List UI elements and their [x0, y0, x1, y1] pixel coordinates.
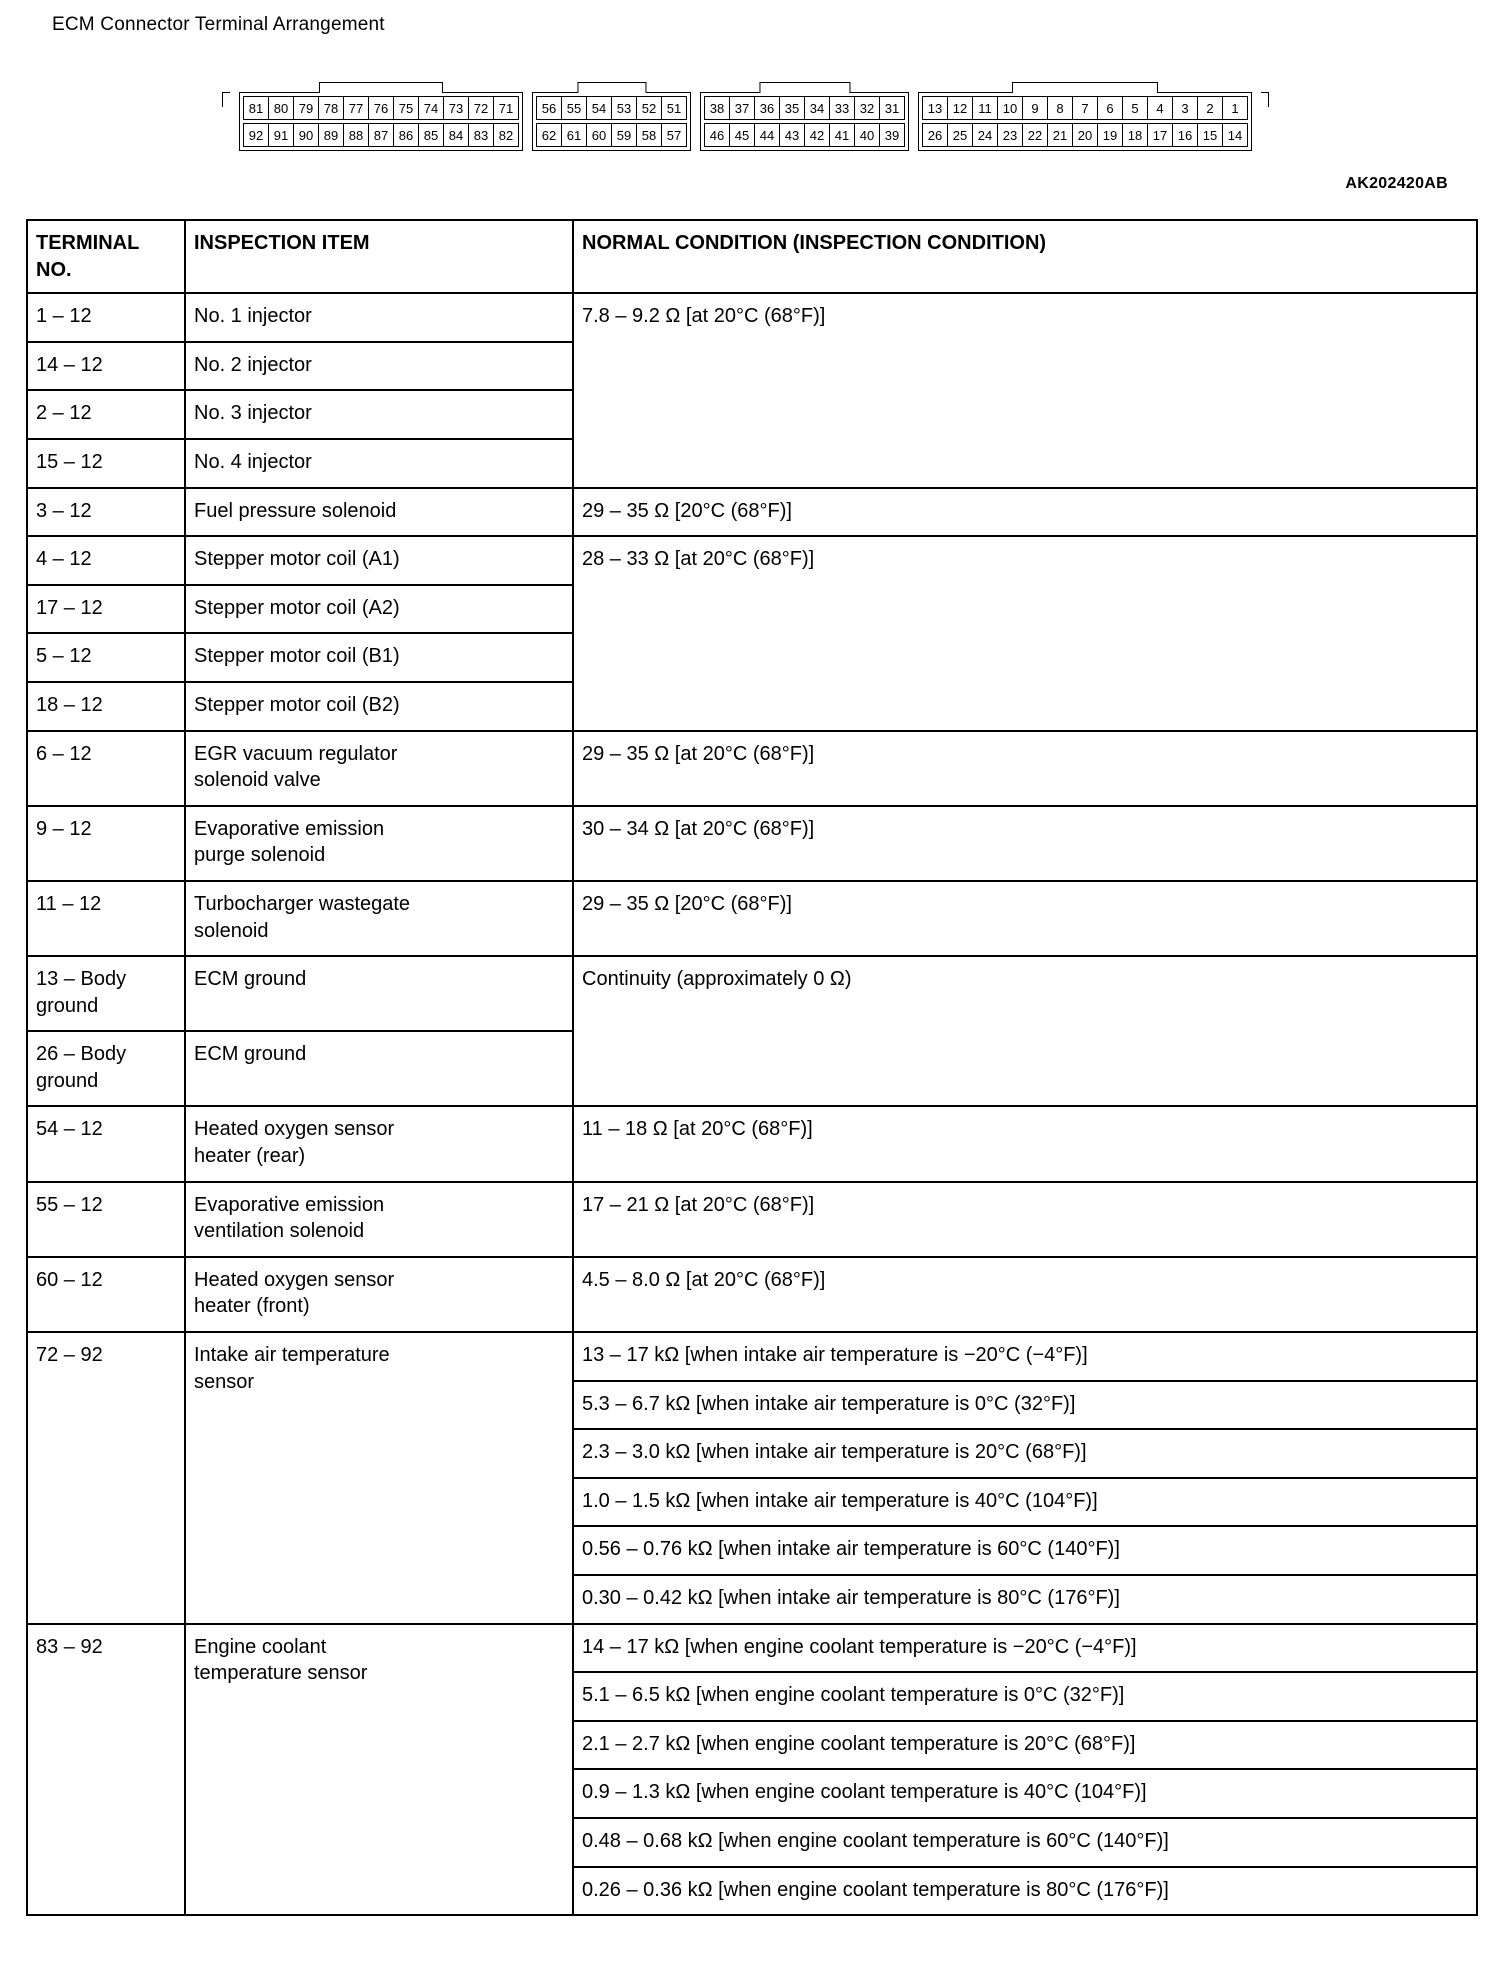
pin-33: 33 — [829, 96, 855, 120]
pin-44: 44 — [754, 123, 780, 147]
pin-22: 22 — [1022, 123, 1048, 147]
terminal-cell: 83 – 92 — [27, 1624, 185, 1916]
pin-9: 9 — [1022, 96, 1048, 120]
terminal-cell: 9 – 12 — [27, 806, 185, 881]
inspection-item-cell: No. 2 injector — [185, 342, 573, 391]
terminal-cell: 14 – 12 — [27, 342, 185, 391]
pin-21: 21 — [1047, 123, 1073, 147]
pin-51: 51 — [661, 96, 687, 120]
pin-20: 20 — [1072, 123, 1098, 147]
manual-page — [0, 14, 1504, 1916]
connector-block-1 — [239, 92, 523, 151]
pin-row-top — [243, 96, 519, 120]
normal-condition-cell: 29 – 35 Ω [20°C (68°F)] — [573, 881, 1477, 956]
inspection-item-cell: ECM ground — [185, 1031, 573, 1106]
pin-52: 52 — [636, 96, 662, 120]
pin-53: 53 — [611, 96, 637, 120]
pin-24: 24 — [972, 123, 998, 147]
pin-32: 32 — [854, 96, 880, 120]
pin-23: 23 — [997, 123, 1023, 147]
pin-42: 42 — [804, 123, 830, 147]
pin-row-bottom — [243, 123, 519, 147]
pin-59: 59 — [611, 123, 637, 147]
pin-55: 55 — [561, 96, 587, 120]
pin-34: 34 — [804, 96, 830, 120]
table-row — [27, 488, 1477, 537]
pin-6: 6 — [1097, 96, 1123, 120]
connector-endcap-right — [1261, 92, 1269, 107]
pin-row-top — [704, 96, 905, 120]
normal-condition-cell: 2.3 – 3.0 kΩ [when intake air temperature is 20°C (68°F)] — [573, 1429, 1477, 1478]
pin-5: 5 — [1122, 96, 1148, 120]
pin-74: 74 — [418, 96, 444, 120]
inspection-item-cell: No. 1 injector — [185, 293, 573, 342]
pin-90: 90 — [293, 123, 319, 147]
normal-condition-cell: 14 – 17 kΩ [when engine coolant temperature is −20°C (−4°F)] — [573, 1624, 1477, 1673]
terminal-cell: 26 – Body ground — [27, 1031, 185, 1106]
pin-88: 88 — [343, 123, 369, 147]
pin-18: 18 — [1122, 123, 1148, 147]
inspection-item-cell: Intake air temperature sensor — [185, 1332, 573, 1624]
terminal-cell: 15 – 12 — [27, 439, 185, 488]
pin-15: 15 — [1197, 123, 1223, 147]
pin-row-bottom — [704, 123, 905, 147]
inspection-item-cell: Stepper motor coil (A1) — [185, 536, 573, 585]
normal-condition-cell: 5.3 – 6.7 kΩ [when intake air temperature is 0°C (32°F)] — [573, 1381, 1477, 1430]
pin-11: 11 — [972, 96, 998, 120]
table-row — [27, 731, 1477, 806]
pin-19: 19 — [1097, 123, 1123, 147]
normal-condition-cell: 4.5 – 8.0 Ω [at 20°C (68°F)] — [573, 1257, 1477, 1332]
table-row — [27, 806, 1477, 881]
inspection-item-cell: Stepper motor coil (B2) — [185, 682, 573, 731]
pin-39: 39 — [879, 123, 905, 147]
pin-56: 56 — [536, 96, 562, 120]
table-row — [27, 1257, 1477, 1332]
normal-condition-cell: 2.1 – 2.7 kΩ [when engine coolant temperature is 20°C (68°F)] — [573, 1721, 1477, 1770]
pin-86: 86 — [393, 123, 419, 147]
pin-row-top — [536, 96, 687, 120]
terminal-cell: 6 – 12 — [27, 731, 185, 806]
normal-condition-cell: 0.30 – 0.42 kΩ [when intake air temperature is 80°C (176°F)] — [573, 1575, 1477, 1624]
inspection-item-cell: Engine coolant temperature sensor — [185, 1624, 573, 1916]
pin-62: 62 — [536, 123, 562, 147]
terminal-cell: 18 – 12 — [27, 682, 185, 731]
inspection-item-cell: No. 3 injector — [185, 390, 573, 439]
pin-84: 84 — [443, 123, 469, 147]
pin-25: 25 — [947, 123, 973, 147]
pin-57: 57 — [661, 123, 687, 147]
pin-35: 35 — [779, 96, 805, 120]
pin-82: 82 — [493, 123, 519, 147]
pin-row-top — [922, 96, 1248, 120]
column-header: TERMINAL NO. — [27, 220, 185, 293]
pin-80: 80 — [268, 96, 294, 120]
terminal-cell: 60 – 12 — [27, 1257, 185, 1332]
terminal-cell: 55 – 12 — [27, 1182, 185, 1257]
inspection-item-cell: Evaporative emission purge solenoid — [185, 806, 573, 881]
pin-85: 85 — [418, 123, 444, 147]
terminal-inspection-table — [26, 219, 1478, 1916]
inspection-item-cell: Evaporative emission ventilation solenoid — [185, 1182, 573, 1257]
terminal-cell: 13 – Body ground — [27, 956, 185, 1031]
inspection-item-cell: No. 4 injector — [185, 439, 573, 488]
inspection-item-cell: Fuel pressure solenoid — [185, 488, 573, 537]
inspection-item-cell: Stepper motor coil (A2) — [185, 585, 573, 634]
pin-92: 92 — [243, 123, 269, 147]
page-title: ECM Connector Terminal Arrangement — [52, 14, 385, 35]
connector-key-tab — [577, 82, 646, 93]
pin-12: 12 — [947, 96, 973, 120]
normal-condition-cell: 0.48 – 0.68 kΩ [when engine coolant temperature is 60°C (140°F)] — [573, 1818, 1477, 1867]
pin-78: 78 — [318, 96, 344, 120]
connector-key-tab — [319, 82, 443, 93]
pin-37: 37 — [729, 96, 755, 120]
pin-14: 14 — [1222, 123, 1248, 147]
pin-54: 54 — [586, 96, 612, 120]
pin-17: 17 — [1147, 123, 1173, 147]
table-row — [27, 1624, 1477, 1673]
terminal-cell: 1 – 12 — [27, 293, 185, 342]
pin-16: 16 — [1172, 123, 1198, 147]
normal-condition-cell: 29 – 35 Ω [20°C (68°F)] — [573, 488, 1477, 537]
pin-58: 58 — [636, 123, 662, 147]
connector-key-tab — [1012, 82, 1158, 93]
normal-condition-cell: 0.9 – 1.3 kΩ [when engine coolant temperature is 40°C (104°F)] — [573, 1769, 1477, 1818]
pin-43: 43 — [779, 123, 805, 147]
pin-8: 8 — [1047, 96, 1073, 120]
terminal-cell: 72 – 92 — [27, 1332, 185, 1624]
connector-endcap-left — [222, 92, 230, 107]
terminal-cell: 2 – 12 — [27, 390, 185, 439]
pin-26: 26 — [922, 123, 948, 147]
connector-key-tab — [759, 82, 850, 93]
pin-83: 83 — [468, 123, 494, 147]
inspection-item-cell: ECM ground — [185, 956, 573, 1031]
pin-60: 60 — [586, 123, 612, 147]
pin-row-bottom — [536, 123, 687, 147]
terminal-cell: 3 – 12 — [27, 488, 185, 537]
terminal-cell: 4 – 12 — [27, 536, 185, 585]
pin-31: 31 — [879, 96, 905, 120]
normal-condition-cell: 1.0 – 1.5 kΩ [when intake air temperature is 40°C (104°F)] — [573, 1478, 1477, 1527]
normal-condition-cell: 7.8 – 9.2 Ω [at 20°C (68°F)] — [573, 293, 1477, 487]
terminal-cell: 54 – 12 — [27, 1106, 185, 1181]
pin-71: 71 — [493, 96, 519, 120]
pin-75: 75 — [393, 96, 419, 120]
terminal-cell: 17 – 12 — [27, 585, 185, 634]
pin-1: 1 — [1222, 96, 1248, 120]
pin-87: 87 — [368, 123, 394, 147]
pin-2: 2 — [1197, 96, 1223, 120]
normal-condition-cell: 28 – 33 Ω [at 20°C (68°F)] — [573, 536, 1477, 730]
normal-condition-cell: Continuity (approximately 0 Ω) — [573, 956, 1477, 1106]
normal-condition-cell: 29 – 35 Ω [at 20°C (68°F)] — [573, 731, 1477, 806]
pin-7: 7 — [1072, 96, 1098, 120]
connector-block-4 — [918, 92, 1252, 151]
pin-77: 77 — [343, 96, 369, 120]
ecm-connector-diagram — [222, 82, 1504, 151]
normal-condition-cell: 30 – 34 Ω [at 20°C (68°F)] — [573, 806, 1477, 881]
pin-3: 3 — [1172, 96, 1198, 120]
pin-38: 38 — [704, 96, 730, 120]
connector-block-2 — [532, 92, 691, 151]
table-header-row — [27, 220, 1477, 293]
normal-condition-cell: 5.1 – 6.5 kΩ [when engine coolant temperature is 0°C (32°F)] — [573, 1672, 1477, 1721]
inspection-item-cell: Heated oxygen sensor heater (rear) — [185, 1106, 573, 1181]
inspection-item-cell: Stepper motor coil (B1) — [185, 633, 573, 682]
pin-89: 89 — [318, 123, 344, 147]
pin-46: 46 — [704, 123, 730, 147]
pin-61: 61 — [561, 123, 587, 147]
table-row — [27, 536, 1477, 585]
pin-41: 41 — [829, 123, 855, 147]
pin-91: 91 — [268, 123, 294, 147]
pin-76: 76 — [368, 96, 394, 120]
inspection-item-cell: Heated oxygen sensor heater (front) — [185, 1257, 573, 1332]
pin-13: 13 — [922, 96, 948, 120]
normal-condition-cell: 13 – 17 kΩ [when intake air temperature is −20°C (−4°F)] — [573, 1332, 1477, 1381]
pin-36: 36 — [754, 96, 780, 120]
table-row — [27, 1332, 1477, 1381]
pin-40: 40 — [854, 123, 880, 147]
pin-81: 81 — [243, 96, 269, 120]
column-header: INSPECTION ITEM — [185, 220, 573, 293]
normal-condition-cell: 0.56 – 0.76 kΩ [when intake air temperature is 60°C (140°F)] — [573, 1526, 1477, 1575]
terminal-cell: 11 – 12 — [27, 881, 185, 956]
terminal-cell: 5 – 12 — [27, 633, 185, 682]
table-row — [27, 293, 1477, 342]
table-row — [27, 956, 1477, 1031]
normal-condition-cell: 17 – 21 Ω [at 20°C (68°F)] — [573, 1182, 1477, 1257]
normal-condition-cell: 11 – 18 Ω [at 20°C (68°F)] — [573, 1106, 1477, 1181]
figure-code: AK202420AB — [1345, 175, 1448, 192]
pin-73: 73 — [443, 96, 469, 120]
table-row — [27, 881, 1477, 956]
pin-45: 45 — [729, 123, 755, 147]
column-header: NORMAL CONDITION (INSPECTION CONDITION) — [573, 220, 1477, 293]
pin-row-bottom — [922, 123, 1248, 147]
table-row — [27, 1182, 1477, 1257]
pin-10: 10 — [997, 96, 1023, 120]
pin-4: 4 — [1147, 96, 1173, 120]
connector-block-3 — [700, 92, 909, 151]
table-row — [27, 1106, 1477, 1181]
normal-condition-cell: 0.26 – 0.36 kΩ [when engine coolant temperature is 80°C (176°F)] — [573, 1867, 1477, 1916]
pin-72: 72 — [468, 96, 494, 120]
inspection-item-cell: Turbocharger wastegate solenoid — [185, 881, 573, 956]
pin-79: 79 — [293, 96, 319, 120]
inspection-item-cell: EGR vacuum regulator solenoid valve — [185, 731, 573, 806]
